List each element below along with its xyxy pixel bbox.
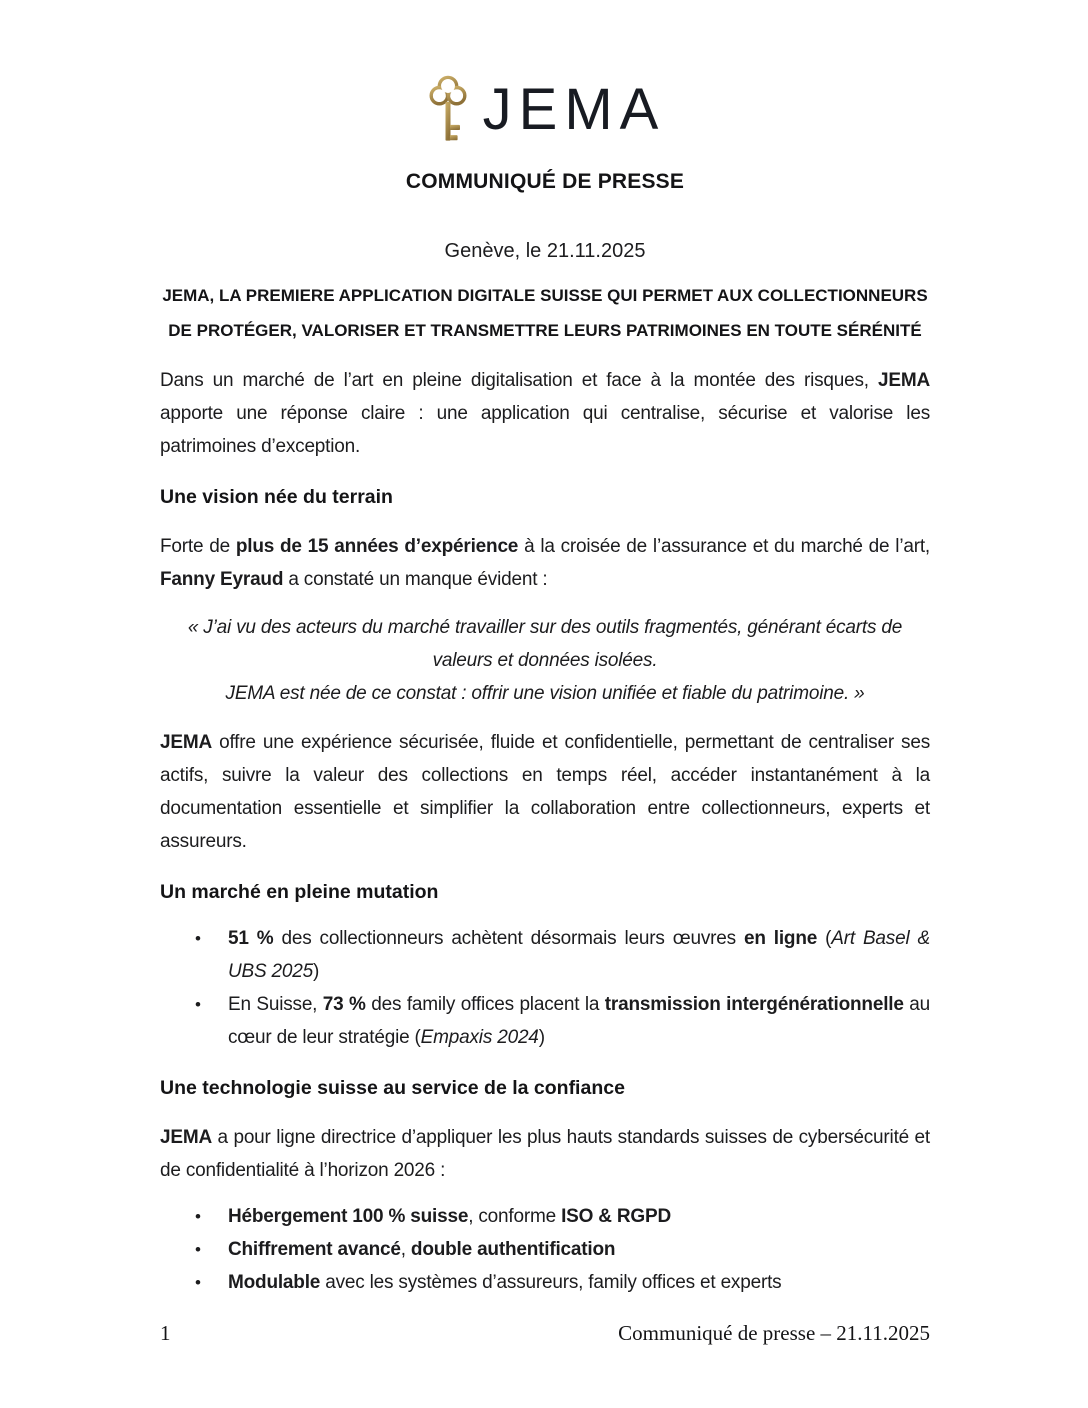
- founder-quote: [160, 611, 930, 710]
- text-segment: Art Basel & UBS 2025: [228, 928, 930, 982]
- bullet-text: [228, 1239, 615, 1260]
- text-segment: JEMA: [878, 370, 930, 391]
- press-release-kicker: COMMUNIQUÉ DE PRESSE: [405, 170, 685, 193]
- text-segment: Dans un marché de l’art en pleine digitalisation et face à la montée des risques,: [160, 370, 878, 391]
- text-segment: double authentification: [410, 1239, 616, 1260]
- section-heading-vision: Une vision née du terrain: [160, 486, 393, 508]
- technology-paragraph: [160, 1121, 930, 1187]
- footer-page-number: 1: [160, 1321, 171, 1345]
- text-segment: avec les systèmes d’assureurs, family offices et experts: [320, 1272, 782, 1293]
- document-title-line: DE PROTÉGER, VALORISER ET TRANSMETTRE LEURS PATRIMOINES EN TOUTE SÉRÉNITÉ: [168, 321, 922, 340]
- page-footer: [160, 1321, 930, 1346]
- text-segment: Empaxis 2024: [420, 1027, 539, 1048]
- text-segment: en ligne: [743, 928, 818, 949]
- intro-paragraph: [160, 364, 930, 463]
- text-segment: , conforme: [468, 1206, 562, 1227]
- text-segment: Modulable: [228, 1272, 321, 1293]
- bullet-item: [195, 1200, 930, 1233]
- text-segment: Chiffrement avancé: [228, 1239, 401, 1260]
- bullet-marker: •: [195, 1273, 201, 1292]
- vision-paragraph: [160, 530, 930, 596]
- bullet-marker: •: [195, 1207, 201, 1226]
- bullet-text: [228, 994, 930, 1048]
- text-segment: a pour ligne directrice d’appliquer les plus hauts standards suisses de cybersécurité et de confidentialité à l’horizon 2026 :: [160, 1127, 930, 1181]
- text-segment: JEMA: [160, 732, 212, 753]
- document-title-line: JEMA, LA PREMIERE APPLICATION DIGITALE SUISSE QUI PERMET AUX COLLECTIONNEURS: [162, 286, 928, 305]
- text-segment: ISO & RGPD: [561, 1206, 671, 1227]
- text-segment: apporte une réponse claire : une application qui centralise, sécurise et valorise les patrimoines d’exception.: [160, 403, 930, 457]
- text-segment: transmission intergénérationnelle: [604, 994, 904, 1015]
- text-segment: JEMA est née de ce constat : offrir une vision unifiée et fiable du patrimoine. »: [225, 683, 865, 704]
- brand-name: JEMA: [482, 77, 666, 142]
- quote-line: [160, 677, 930, 710]
- offer-paragraph: [160, 726, 930, 858]
- brand-logo: [160, 74, 930, 146]
- text-segment: a constaté un manque évident :: [283, 569, 548, 590]
- text-segment: En Suisse,: [228, 994, 323, 1015]
- bullet-item: [195, 1266, 930, 1299]
- bullet-item: [195, 922, 930, 988]
- bullet-marker: •: [195, 995, 201, 1014]
- section-heading-technology: Une technologie suisse au service de la confiance: [160, 1077, 625, 1099]
- text-segment: des family offices placent la: [365, 994, 605, 1015]
- document-title: [160, 278, 930, 348]
- section-heading-market: Un marché en pleine mutation: [160, 881, 439, 903]
- key-icon: [425, 75, 471, 145]
- bullet-text: [228, 928, 930, 982]
- text-segment: (: [817, 928, 832, 949]
- text-segment: 51 %: [228, 928, 274, 949]
- text-segment: Fanny Eyraud: [160, 569, 284, 590]
- text-segment: JEMA: [160, 1127, 212, 1148]
- bullet-marker: •: [195, 929, 201, 948]
- text-segment: 73 %: [322, 994, 366, 1015]
- footer-document-title: Communiqué de presse – 21.11.2025: [618, 1321, 930, 1345]
- text-segment: plus de 15 années d’expérience: [235, 536, 519, 557]
- text-segment: offre une expérience sécurisée, fluide et confidentielle, permettant de centraliser ses actifs, suivre la valeur des collections en temps réel, accéder instantanément à la documentation essentielle et simplifier la collaboration entre collectionneurs, experts et assureurs.: [160, 732, 930, 852]
- text-segment: ): [538, 1027, 545, 1048]
- bullet-marker: •: [195, 1240, 201, 1259]
- bullet-item: [195, 1233, 930, 1266]
- text-segment: ): [313, 961, 320, 982]
- text-segment: des collectionneurs achètent désormais leurs œuvres: [273, 928, 744, 949]
- technology-bullet-list: [160, 1200, 930, 1299]
- text-segment: Hébergement 100 % suisse: [228, 1206, 469, 1227]
- text-segment: au cœur de leur stratégie (: [228, 994, 930, 1048]
- bullet-text: [228, 1206, 671, 1227]
- bullet-text: [228, 1272, 781, 1293]
- text-segment: à la croisée de l’assurance et du marché de l’art,: [518, 536, 930, 557]
- text-segment: Forte de: [160, 536, 236, 557]
- bullet-item: [195, 988, 930, 1054]
- text-segment: « J’ai vu des acteurs du marché travailler sur des outils fragmentés, générant écarts de valeurs et données isolées.: [187, 617, 903, 671]
- text-segment: ,: [400, 1239, 411, 1260]
- quote-line: [160, 611, 930, 677]
- market-bullet-list: [160, 922, 930, 1054]
- dateline: Genève, le 21.11.2025: [444, 240, 646, 262]
